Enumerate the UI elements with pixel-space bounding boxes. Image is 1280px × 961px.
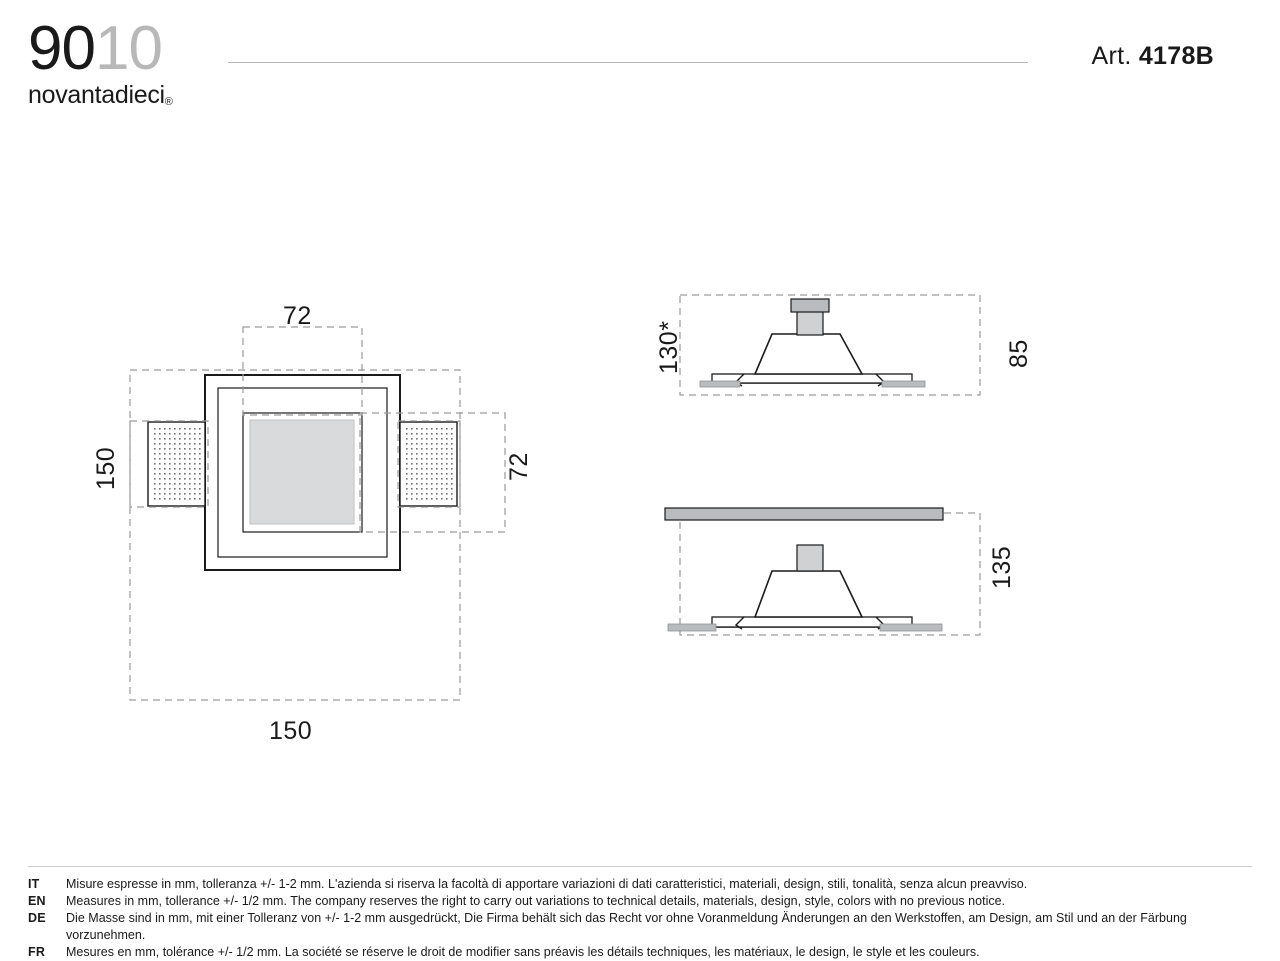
note-lang-fr: FR [28, 945, 46, 959]
side-view-bottom-board-left [668, 624, 716, 631]
dim-side-top-right-85: 85 [1005, 339, 1033, 368]
note-row-it [28, 876, 1252, 893]
logo-wordmark [28, 14, 238, 83]
technical-drawing [0, 125, 1280, 865]
note-lang-de: DE [28, 911, 46, 925]
note-lang-en: EN [28, 894, 46, 908]
article-number [1091, 42, 1214, 71]
logo-wordmark-light: 10 [94, 14, 162, 83]
article-code: 4178B [1138, 42, 1214, 70]
logo-wordmark-dark: 90 [28, 14, 95, 83]
article-label: Art. [1091, 42, 1132, 70]
header-divider [228, 62, 1028, 63]
side-view-bottom-housing-body [755, 571, 862, 617]
dim-front-bottom-150: 150 [269, 717, 313, 745]
side-view-top-board-right [882, 381, 925, 387]
front-view-light-aperture [250, 420, 354, 524]
footer-divider [28, 866, 1252, 867]
page-header [0, 0, 1280, 125]
note-lang-it: IT [28, 877, 40, 891]
dim-front-top-72: 72 [283, 302, 312, 330]
front-view-bracket-left [148, 422, 205, 506]
registered-trademark-icon: ® [164, 96, 173, 108]
front-view-group [130, 327, 505, 700]
dim-side-top-left-130: 130* [655, 320, 683, 374]
note-text-fr: Mesures en mm, tolérance +/- 1/2 mm. La société se réserve le droit de modifier sans préavis les détails techniques, les matériaux, le design, le style et les couleurs. [66, 945, 980, 959]
front-view-bracket-right [400, 422, 457, 506]
legal-notes [28, 876, 1252, 961]
note-row-de [28, 910, 1252, 944]
note-text-it: Misure espresse in mm, tolleranza +/- 1-2 mm. L'azienda si riserva la facoltà di apportare variazioni di dati caratteristici, materiali, design, stili, tonalità, senza alcun preavviso. [66, 877, 1028, 891]
side-view-bottom-stem [797, 545, 823, 571]
brand-logo [28, 14, 238, 113]
side-view-top-group [680, 295, 980, 395]
dim-side-bottom-right-135: 135 [988, 545, 1016, 589]
dim-front-left-150: 150 [92, 446, 120, 490]
logo-subtitle-text: novantadieci [28, 81, 165, 109]
side-view-top-board-left [700, 381, 740, 387]
side-view-bottom-group [665, 508, 980, 635]
note-row-fr [28, 944, 1252, 961]
side-view-top-stem [797, 311, 823, 335]
note-text-en: Measures in mm, tollerance +/- 1/2 mm. The company reserves the right to carry out variations to technical details, materials, design, style, colors with no previous notice. [66, 894, 1006, 908]
side-view-bottom-ceiling-slab [665, 508, 943, 520]
logo-subtitle [28, 82, 238, 113]
drawing-svg [0, 125, 1280, 865]
side-view-top-housing-body [755, 334, 862, 374]
note-row-en [28, 893, 1252, 910]
note-text-de: Die Masse sind in mm, mit einer Tolleranz von +/- 1-2 mm ausgedrückt, Die Firma behält sich das Recht vor ohne Voranmeldung Änderungen an den Werkstoffen, am Design, am Stil und an der Färbung vorzunehmen. [66, 911, 1187, 942]
dim-front-right-72: 72 [505, 452, 533, 481]
side-view-bottom-board-right [880, 624, 942, 631]
side-view-top-connector-box [791, 299, 829, 312]
